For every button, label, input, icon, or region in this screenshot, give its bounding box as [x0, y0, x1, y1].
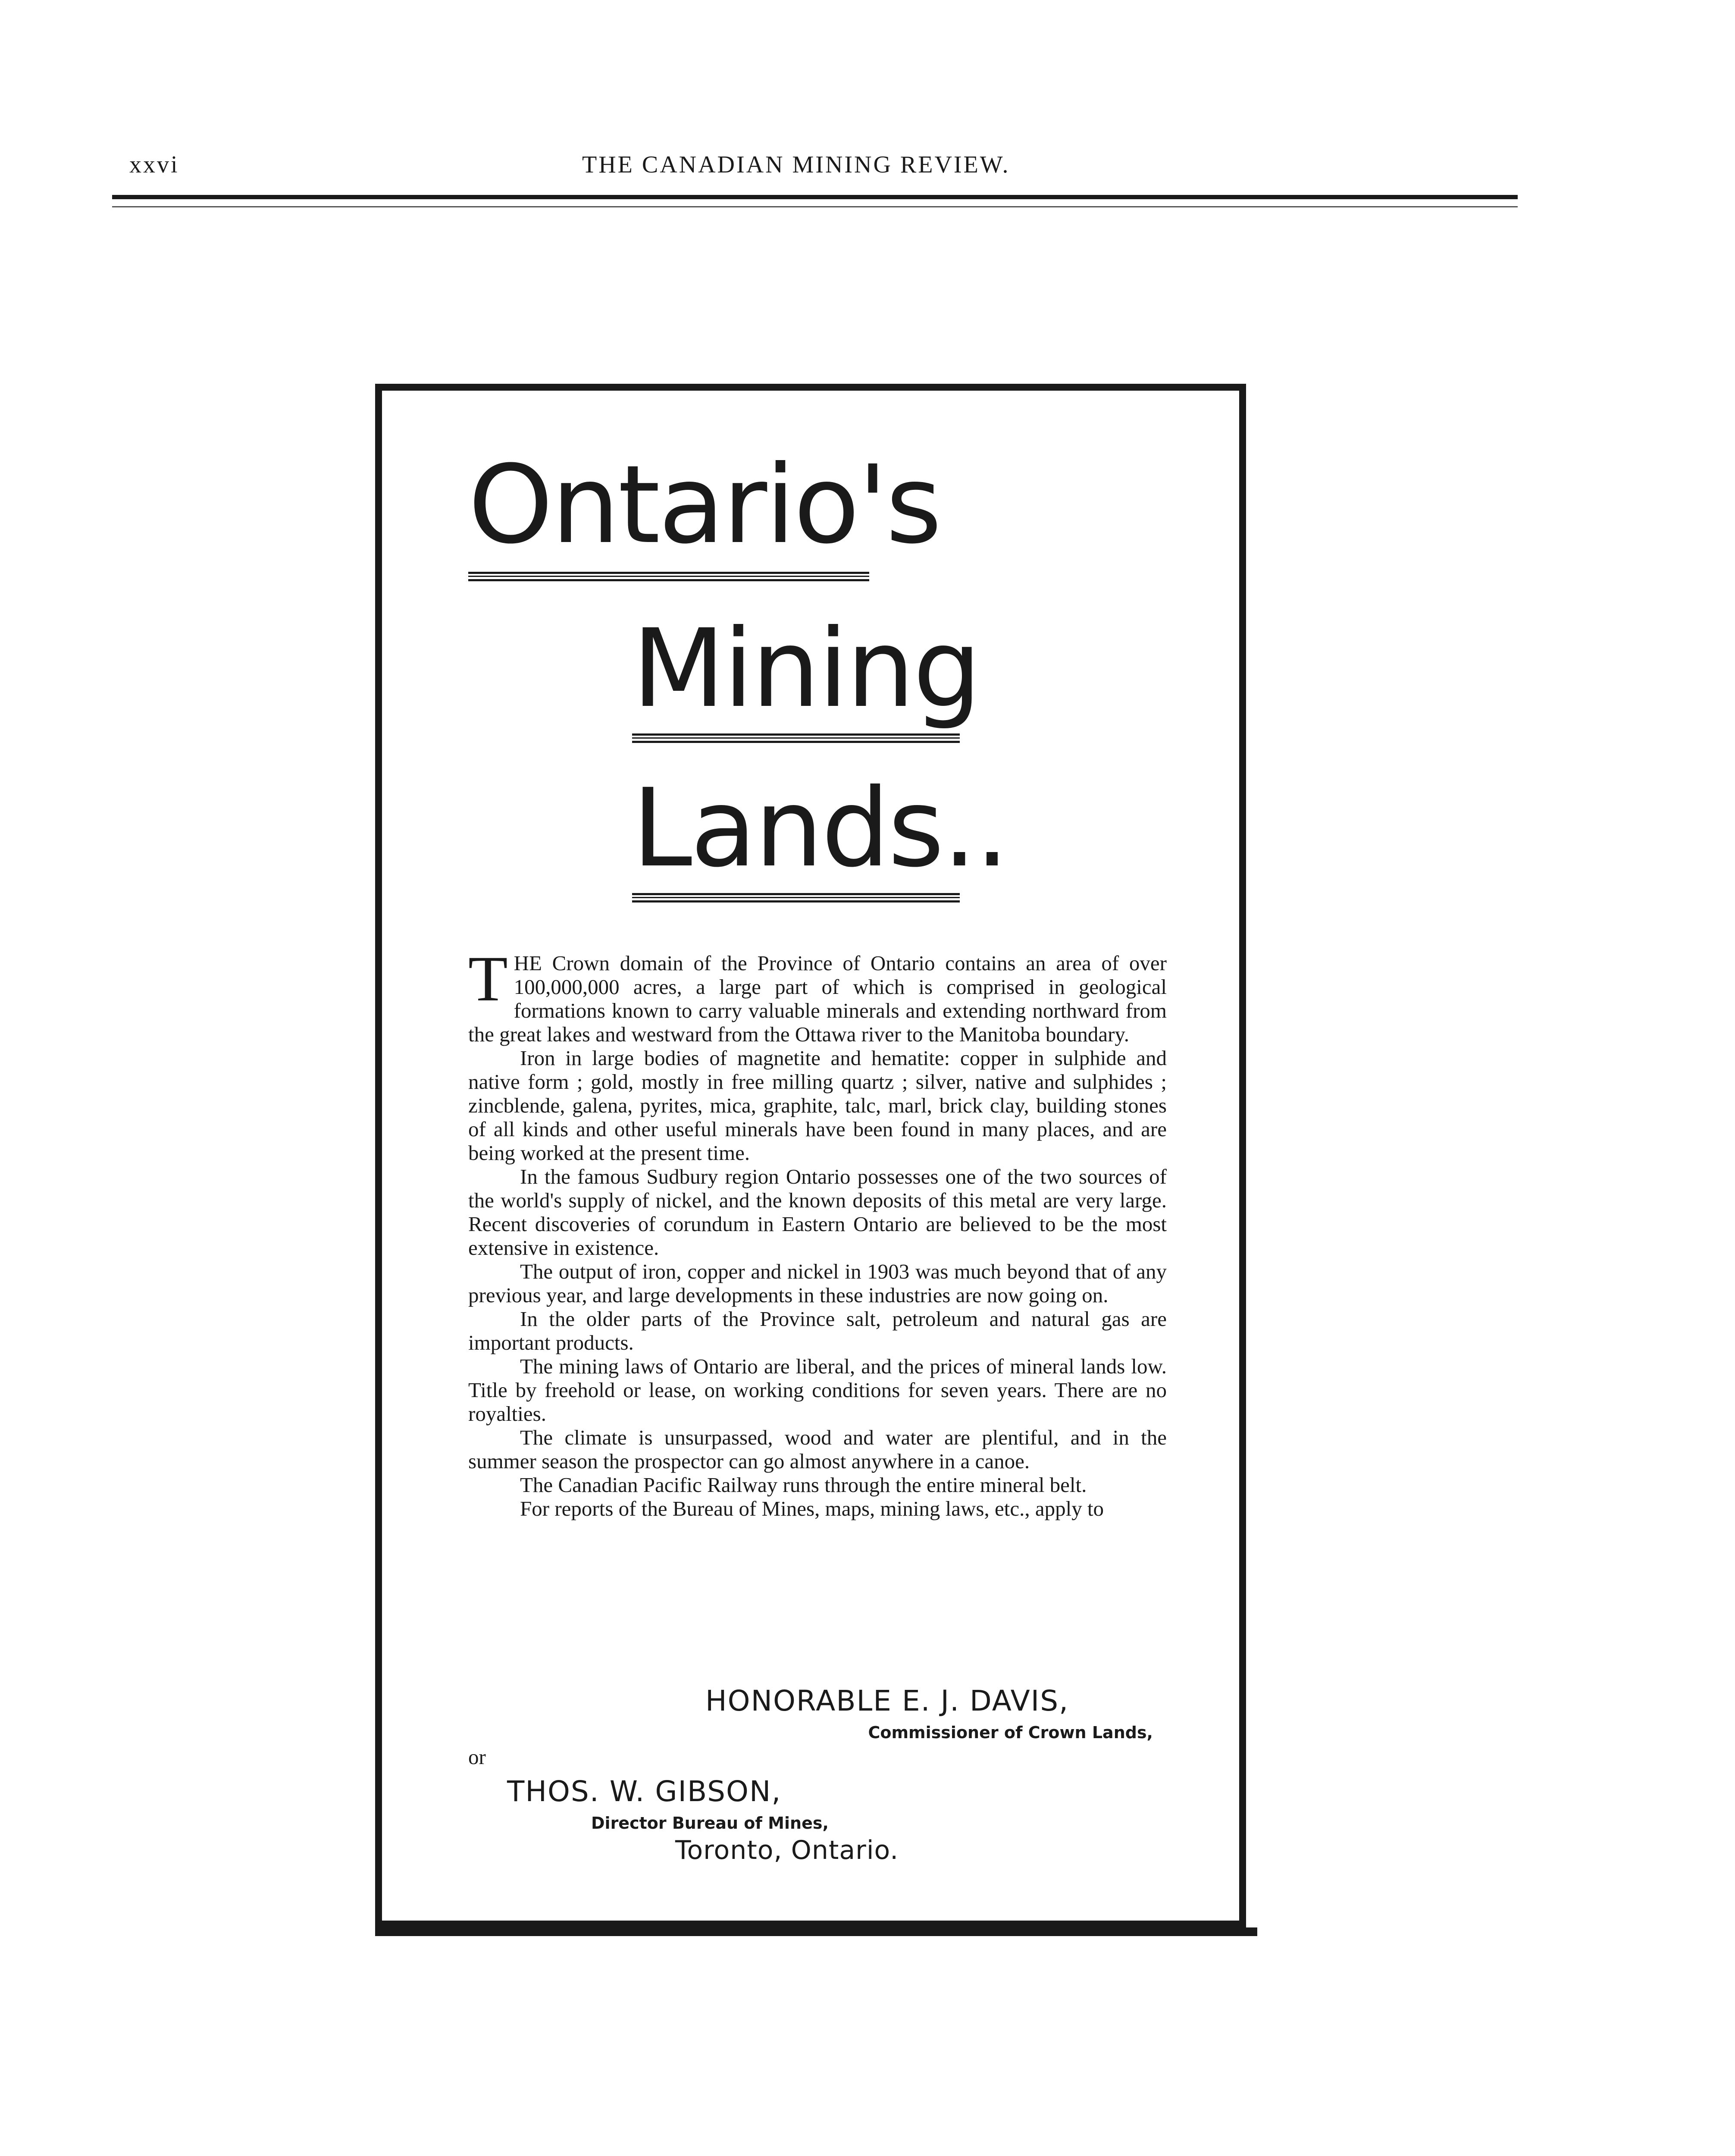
page-header [0, 0, 1735, 216]
page-number: xxvi [129, 151, 179, 178]
signatory-city: Toronto, Ontario. [675, 1835, 899, 1865]
body-paragraph-8: The Canadian Pacific Railway runs through the entire mineral belt. [520, 1473, 1087, 1497]
headline-rule-2 [632, 733, 960, 743]
headline-line-2: Mining [632, 606, 980, 731]
advertisement-frame [375, 384, 1246, 1927]
headline-line-1: Ontario's [468, 442, 940, 567]
body-paragraph-5: In the older parts of the Province salt, petroleum and natural gas are important products. [468, 1307, 1167, 1354]
body-paragraph-1 [468, 943, 1167, 1046]
advertisement-body [468, 943, 1167, 1520]
signatory-title-gibson: Director Bureau of Mines, [591, 1814, 829, 1833]
headline-rule-1 [468, 572, 869, 581]
body-paragraph-4: The output of iron, copper and nickel in 1903 was much beyond that of any previous year, and large developments in these industries are now going on. [468, 1260, 1167, 1307]
signatory-name-davis: HONORABLE E. J. DAVIS, [705, 1684, 1069, 1717]
journal-title: THE CANADIAN MINING REVIEW. [582, 151, 1010, 178]
signatory-or: or [468, 1745, 486, 1769]
body-paragraph-1-text: HE Crown domain of the Province of Ontario contains an area of over 100,000,000 acres, a large part of which is comprised in geological formations known to carry valuable minerals and extending northward from the great lakes and westward from the Ottawa river to the Manitoba boundary. [468, 951, 1167, 1046]
header-rule [112, 195, 1518, 199]
body-paragraph-6: The mining laws of Ontario are liberal, and the prices of mineral lands low. Title by freehold or lease, on working conditions for seven years. There are no royalties. [468, 1354, 1167, 1426]
headline-rule-3 [632, 893, 960, 903]
header-rule-thin [112, 206, 1518, 207]
body-paragraph-7: The climate is unsurpassed, wood and water are plentiful, and in the summer season the prospector can go almost anywhere in a canoe. [468, 1426, 1167, 1473]
body-paragraph-3: In the famous Sudbury region Ontario possesses one of the two sources of the world's supply of nickel, and the known deposits of this metal are very large. Recent discoveries of corundum in Eastern Ontario are believed to be the most extensive in existence. [468, 1165, 1167, 1260]
headline-line-3: Lands.. [632, 765, 1008, 891]
body-paragraph-2: Iron in large bodies of magnetite and hematite: copper in sulphide and native form ; gold, mostly in free milling quartz ; silver, native and sulphides ; zincblende, galena, pyrites, mica, graphite, talc, marl, brick clay, building stones of all kinds and other useful minerals have been found in many places, and are being worked at the present time. [468, 1046, 1167, 1165]
signatory-name-gibson: THOS. W. GIBSON, [507, 1775, 782, 1808]
signatory-title-davis: Commissioner of Crown Lands, [868, 1723, 1153, 1742]
drop-cap: T [468, 943, 508, 1015]
body-paragraph-9: For reports of the Bureau of Mines, maps, mining laws, etc., apply to [520, 1497, 1104, 1520]
